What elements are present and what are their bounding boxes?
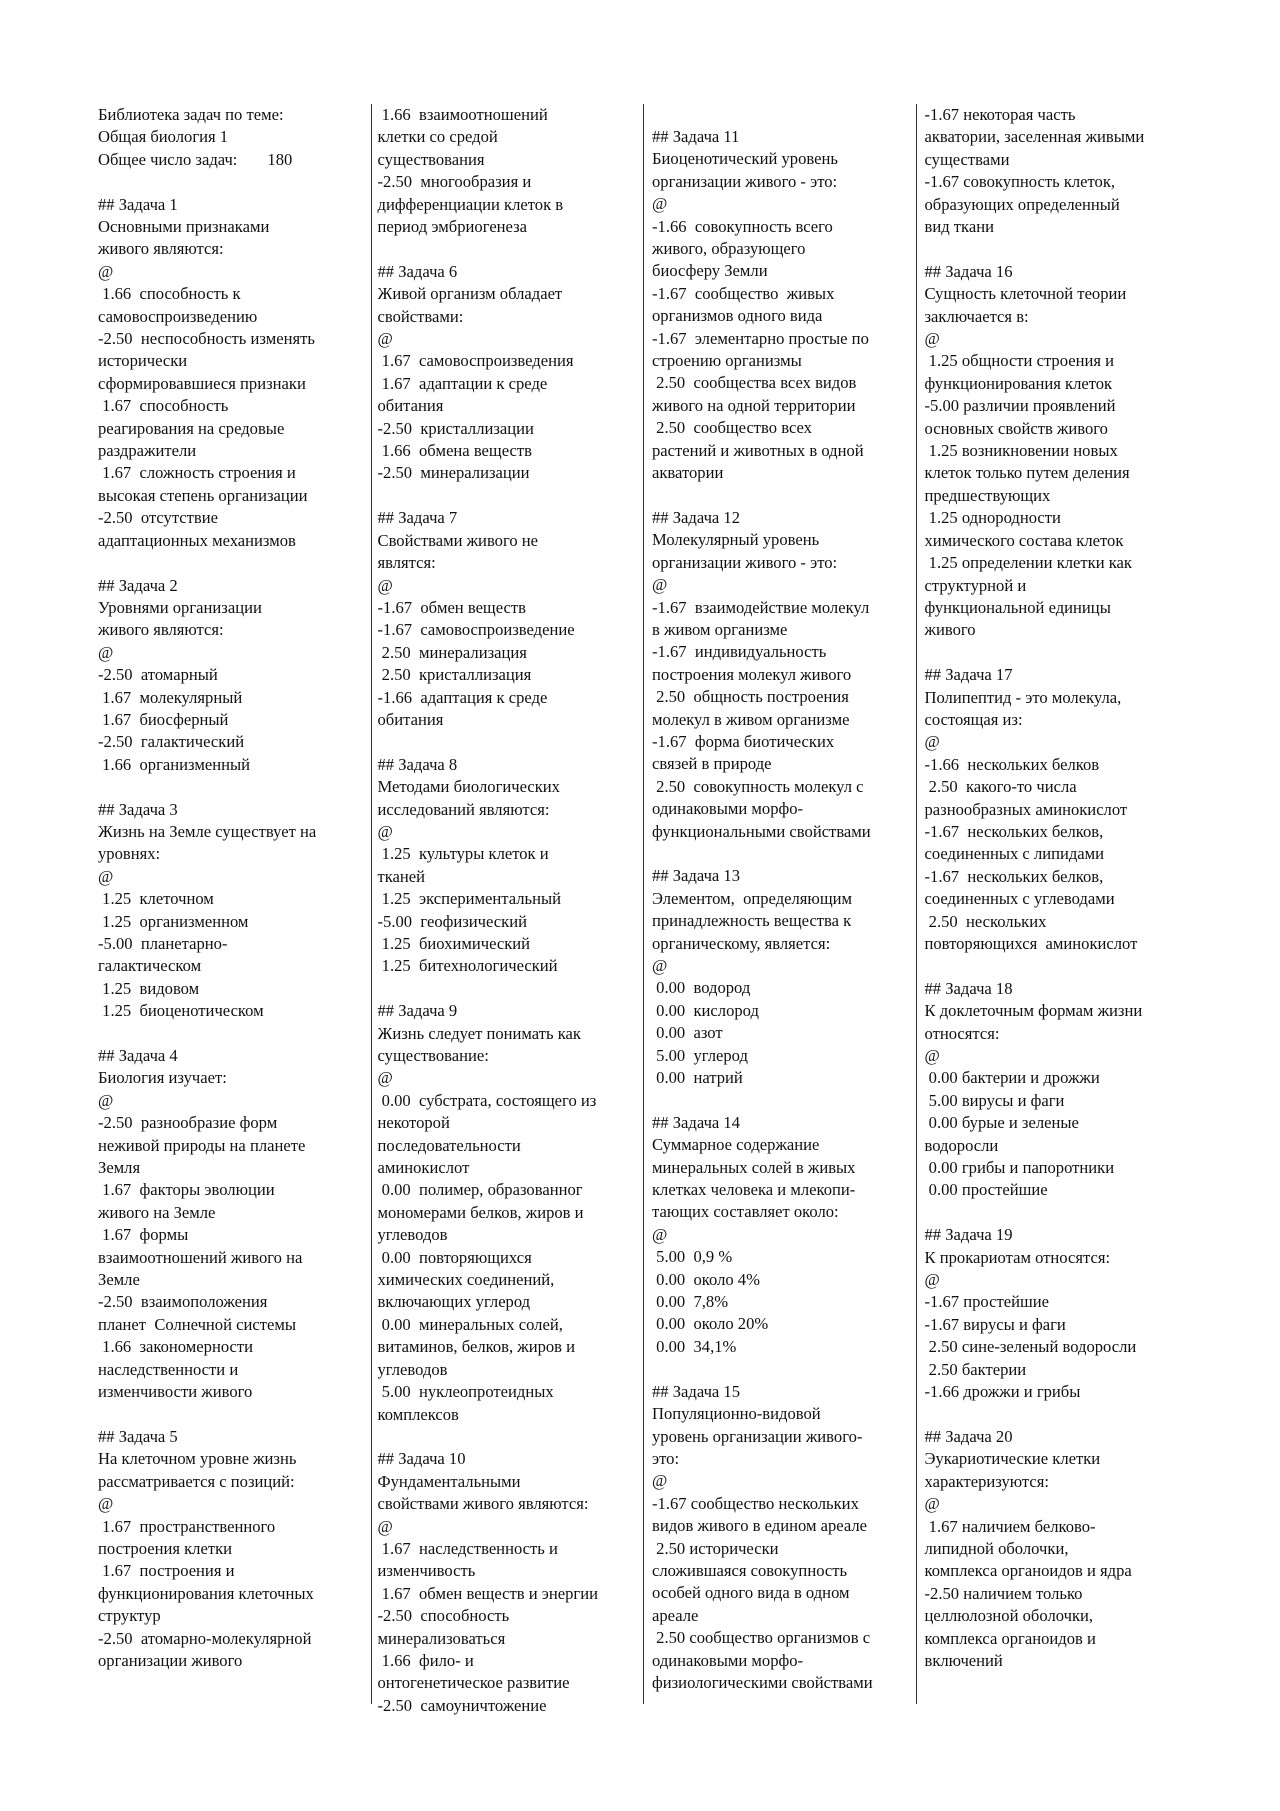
task-line: -1.67 некоторая часть bbox=[924, 105, 1076, 124]
task-line: 1.67 факторы эволюции bbox=[98, 1180, 275, 1200]
task-line: онтогенетическое развитие bbox=[377, 1673, 570, 1693]
task-line: -1.67 сообщество нескольких bbox=[652, 1493, 859, 1513]
task-heading: ## Задача 19 bbox=[924, 1225, 1013, 1245]
task-line: период эмбриогенеза bbox=[377, 217, 528, 237]
task-line: -1.67 нескольких белков, bbox=[924, 866, 1104, 886]
task-line: функциональной единицы bbox=[924, 597, 1111, 617]
task-heading: ## Задача 4 bbox=[98, 1046, 178, 1065]
task-line: Биоценотический уровень bbox=[652, 149, 838, 169]
task-line: аминокислот bbox=[377, 1158, 470, 1178]
task-line: @ bbox=[98, 1090, 114, 1110]
column-4 bbox=[916, 104, 1189, 1704]
task-line: уровень организации живого- bbox=[652, 1426, 863, 1446]
blank-line bbox=[98, 776, 363, 798]
task-line: раздражители bbox=[98, 441, 197, 461]
task-line: характеризуются: bbox=[924, 1471, 1049, 1491]
task-line: особей одного вида в одном bbox=[652, 1583, 850, 1603]
task-line: 1.67 обмен веществ и энергии bbox=[377, 1583, 598, 1603]
task-line: основных свойств живого bbox=[924, 418, 1108, 438]
task-line: живого bbox=[924, 620, 976, 640]
task-line: 2.50 сине-зеленый водоросли bbox=[924, 1337, 1137, 1357]
task-line: 1.67 формы bbox=[98, 1225, 189, 1245]
task-line: соединенных с углеводами bbox=[924, 889, 1115, 909]
task-line: 1.25 биохимический bbox=[377, 933, 531, 953]
task-line: исследований являются: bbox=[377, 799, 550, 819]
task-line: одинаковыми морфо- bbox=[652, 1650, 804, 1670]
task-line: Биология изучает: bbox=[98, 1068, 227, 1088]
task-line: химических соединений, bbox=[377, 1270, 555, 1290]
task-line: Молекулярный уровень bbox=[652, 530, 820, 550]
task-line: функционирования клеток bbox=[924, 373, 1113, 393]
task-line: 1.25 экспериментальный bbox=[377, 889, 562, 909]
task-line: 0.00 34,1% bbox=[652, 1336, 737, 1356]
task-line: 0.00 субстрата, состоящего из bbox=[377, 1090, 597, 1110]
task-heading: ## Задача 2 bbox=[98, 575, 178, 595]
task-line: 0.00 бурые и зеленые bbox=[924, 1113, 1079, 1133]
task-line: неживой природы на планете bbox=[98, 1135, 306, 1155]
task-line: @ bbox=[924, 732, 940, 752]
task-line: организации живого - это: bbox=[652, 171, 838, 191]
task-line: -5.00 планетарно- bbox=[98, 933, 228, 953]
task-line: живого являются: bbox=[98, 620, 224, 640]
task-line: 1.67 биосферный bbox=[98, 709, 229, 729]
task-line: Методами биологических bbox=[377, 777, 560, 797]
task-line: Популяционно-видовой bbox=[652, 1404, 821, 1424]
blank-line bbox=[378, 978, 634, 1000]
task-heading: ## Задача 8 bbox=[377, 754, 458, 774]
task-line: 2.50 кристаллизация bbox=[377, 665, 532, 685]
task-line: -1.66 совокупность всего bbox=[652, 216, 833, 236]
task-line: Эукариотические клетки bbox=[924, 1449, 1101, 1469]
task-line: структурной и bbox=[924, 575, 1027, 595]
task-heading: ## Задача 20 bbox=[924, 1426, 1013, 1446]
task-line: клеток только путем деления bbox=[924, 463, 1130, 483]
task-line: 0.00 около 20% bbox=[652, 1314, 769, 1334]
task-line: -2.50 разнообразие форм bbox=[98, 1113, 278, 1133]
task-line: 2.50 общность построения bbox=[652, 687, 849, 707]
task-line: свойствами: bbox=[377, 306, 464, 326]
task-line: 1.25 клеточном bbox=[98, 889, 214, 909]
task-line: 0.00 бактерии и дрожжи bbox=[924, 1068, 1100, 1088]
task-line: -1.67 совокупность клеток, bbox=[924, 172, 1116, 192]
library-label: Библиотека задач по теме: bbox=[98, 105, 284, 124]
task-line: 1.66 взаимоотношений bbox=[377, 105, 548, 124]
blank-line bbox=[652, 485, 908, 507]
task-line: 2.50 исторически bbox=[652, 1538, 779, 1558]
task-line: минерализоваться bbox=[377, 1628, 506, 1648]
task-line: -2.50 самоуничтожение bbox=[377, 1695, 547, 1715]
task-line: обитания bbox=[377, 396, 444, 416]
task-line: -1.67 форма биотических bbox=[652, 731, 835, 751]
topic-title: Общая биология 1 bbox=[98, 127, 229, 147]
task-line: сложившаяся совокупность bbox=[652, 1560, 848, 1580]
column-3-body bbox=[652, 126, 908, 1694]
task-heading: ## Задача 14 bbox=[652, 1112, 741, 1132]
task-line: Фундаментальными bbox=[377, 1471, 521, 1491]
task-line: Земле bbox=[98, 1270, 140, 1290]
task-line: принадлежность вещества к bbox=[652, 911, 852, 931]
task-line: 1.25 битехнологический bbox=[377, 956, 558, 976]
task-line: -5.00 различии проявлений bbox=[924, 396, 1116, 416]
task-line: 0.00 минеральных солей, bbox=[377, 1314, 563, 1334]
column-3 bbox=[643, 104, 916, 1704]
task-line: 1.25 видовом bbox=[98, 978, 200, 998]
blank-line bbox=[378, 1426, 634, 1448]
task-line: строению организмы bbox=[652, 351, 802, 371]
blank-line bbox=[378, 238, 634, 260]
task-line: разнообразных аминокислот bbox=[924, 799, 1128, 819]
task-line: существование: bbox=[377, 1046, 489, 1065]
task-line: комплекса органоидов и bbox=[924, 1628, 1096, 1648]
task-line: Суммарное содержание bbox=[652, 1135, 820, 1155]
task-line: одинаковыми морфо- bbox=[652, 799, 804, 819]
blank-line bbox=[925, 238, 1183, 260]
task-line: 1.25 общности строения и bbox=[924, 351, 1114, 371]
task-line: адаптационных механизмов bbox=[98, 530, 296, 550]
task-heading: ## Задача 9 bbox=[377, 1001, 458, 1021]
task-line: @ bbox=[924, 1270, 940, 1290]
task-line: планет Солнечной системы bbox=[98, 1314, 297, 1334]
task-line: органическому, является: bbox=[652, 933, 831, 953]
task-line: самовоспроизведению bbox=[98, 306, 258, 326]
task-line: тканей bbox=[377, 866, 426, 886]
task-line: -2.50 способность bbox=[377, 1606, 510, 1626]
task-line: наследственности и bbox=[98, 1359, 239, 1379]
column-1-body bbox=[98, 194, 363, 1673]
task-line: рассматривается с позиций: bbox=[98, 1471, 295, 1491]
task-line: -2.50 неспособность изменять bbox=[98, 329, 315, 349]
task-line: являтся: bbox=[377, 553, 436, 573]
task-line: в живом организме bbox=[652, 619, 788, 639]
task-heading: ## Задача 7 bbox=[377, 508, 458, 528]
task-heading: ## Задача 12 bbox=[652, 507, 741, 527]
task-line: -1.67 элементарно простые по bbox=[652, 328, 869, 348]
task-line: галактическом bbox=[98, 956, 202, 976]
task-line: вид ткани bbox=[924, 217, 994, 237]
task-line: липидной оболочки, bbox=[924, 1538, 1069, 1558]
task-line: @ bbox=[377, 821, 393, 841]
task-line: -1.66 дрожжи и грибы bbox=[924, 1382, 1081, 1402]
task-line: На клеточном уровне жизнь bbox=[98, 1449, 297, 1469]
task-heading: ## Задача 15 bbox=[652, 1381, 741, 1401]
task-line: растений и животных в одной bbox=[652, 440, 864, 460]
task-line: @ bbox=[924, 1046, 940, 1066]
task-line: организации живого bbox=[98, 1650, 243, 1670]
task-line: витаминов, белков, жиров и bbox=[377, 1337, 576, 1357]
task-line: живого на одной территории bbox=[652, 395, 856, 415]
task-line: повторяющихся аминокислот bbox=[924, 934, 1138, 953]
blank-line bbox=[652, 1358, 908, 1380]
task-line: видов живого в едином ареале bbox=[652, 1516, 867, 1536]
task-heading: ## Задача 17 bbox=[924, 665, 1013, 685]
task-line: 5.00 0,9 % bbox=[652, 1247, 733, 1267]
task-line: Живой организм обладает bbox=[377, 284, 563, 304]
blank-line bbox=[925, 1404, 1183, 1426]
task-line: организмов одного вида bbox=[652, 306, 823, 326]
task-line: @ bbox=[98, 642, 114, 662]
task-line: живого являются: bbox=[98, 239, 224, 259]
task-line: -2.50 взаимоположения bbox=[98, 1292, 268, 1312]
task-line: -2.50 наличием только bbox=[924, 1583, 1083, 1603]
task-line: образующих определенный bbox=[924, 194, 1120, 214]
column-4-body bbox=[925, 104, 1183, 1672]
task-line: 1.25 однородности bbox=[924, 508, 1061, 528]
task-line: 2.50 минерализация bbox=[377, 642, 527, 662]
task-line: Жизнь на Земле существует на bbox=[98, 821, 317, 841]
task-line: Уровнями организации bbox=[98, 597, 262, 617]
task-line: @ bbox=[98, 866, 114, 886]
task-line: связей в природе bbox=[652, 754, 772, 774]
task-line: 2.50 сообщества всех видов bbox=[652, 373, 857, 393]
task-line: комплексов bbox=[377, 1404, 459, 1424]
task-line: @ bbox=[377, 1068, 393, 1088]
task-line: -1.67 взаимодействие молекул bbox=[652, 597, 870, 617]
task-line: К доклеточным формам жизни bbox=[924, 1001, 1143, 1021]
task-heading: ## Задача 6 bbox=[377, 261, 458, 281]
task-line: 1.66 обмена веществ bbox=[377, 441, 532, 461]
task-line: 5.00 нуклеопротеидных bbox=[377, 1382, 554, 1402]
task-line: 2.50 совокупность молекул с bbox=[652, 776, 864, 796]
task-line: -1.67 сообщество живых bbox=[652, 283, 835, 303]
task-line: 0.00 повторяющихся bbox=[377, 1247, 532, 1267]
task-line: некоторой bbox=[377, 1113, 450, 1133]
column-2-body bbox=[378, 104, 634, 1717]
total-value: 180 bbox=[267, 149, 293, 169]
task-line: Элементом, определяющим bbox=[652, 888, 852, 908]
blank-line bbox=[98, 171, 363, 193]
task-line: изменчивость bbox=[377, 1561, 476, 1581]
blank-line bbox=[98, 552, 363, 574]
blank-line bbox=[378, 485, 634, 507]
task-line: физиологическими свойствами bbox=[652, 1672, 873, 1692]
task-line: функционирования клеточных bbox=[98, 1583, 314, 1603]
task-line: клетках человека и млекопи- bbox=[652, 1180, 856, 1200]
blank-line bbox=[652, 843, 908, 865]
task-line: углеводов bbox=[377, 1359, 448, 1379]
task-line: 1.67 пространственного bbox=[98, 1516, 276, 1536]
task-line: 2.50 бактерии bbox=[924, 1359, 1027, 1379]
task-line: 1.67 адаптации к среде bbox=[377, 373, 548, 393]
task-line: -1.67 обмен веществ bbox=[377, 597, 526, 617]
task-line: -1.67 индивидуальность bbox=[652, 642, 827, 662]
task-line: -1.67 нескольких белков, bbox=[924, 821, 1104, 841]
task-line: существами bbox=[924, 149, 1010, 169]
task-line: взаимоотношений живого на bbox=[98, 1247, 303, 1267]
task-line: включающих углерод bbox=[377, 1292, 531, 1312]
task-line: 1.66 способность к bbox=[98, 284, 241, 304]
task-line: уровнях: bbox=[98, 844, 161, 864]
blank-line bbox=[652, 1089, 908, 1111]
task-line: -2.50 минерализации bbox=[377, 463, 530, 483]
task-line: @ bbox=[652, 1471, 668, 1491]
task-line: 1.25 организменном bbox=[98, 911, 249, 931]
task-line: построения молекул живого bbox=[652, 664, 852, 684]
task-line: -2.50 многообразия и bbox=[377, 172, 532, 192]
task-line: 1.66 закономерности bbox=[98, 1337, 254, 1357]
task-line: К прокариотам относятся: bbox=[924, 1247, 1111, 1267]
task-line: 0.00 около 4% bbox=[652, 1269, 760, 1289]
task-line: реагирования на средовые bbox=[98, 418, 285, 438]
task-line: @ bbox=[924, 329, 940, 349]
task-line: Земля bbox=[98, 1158, 141, 1178]
blank-line bbox=[925, 642, 1183, 664]
task-line: 2.50 сообщество всех bbox=[652, 418, 812, 438]
task-line: -1.66 нескольких белков bbox=[924, 754, 1100, 774]
task-line: -1.67 самовоспроизведение bbox=[377, 620, 575, 640]
task-line: 0.00 азот bbox=[652, 1023, 723, 1043]
task-line: комплекса органоидов и ядра bbox=[924, 1561, 1132, 1581]
task-line: -1.66 адаптация к среде bbox=[377, 687, 548, 707]
task-line: 1.67 сложность строения и bbox=[98, 463, 296, 483]
task-line: изменчивости живого bbox=[98, 1382, 253, 1402]
task-line: относятся: bbox=[924, 1023, 1000, 1043]
task-line: живого на Земле bbox=[98, 1202, 216, 1222]
task-line: Жизнь следует понимать как bbox=[377, 1023, 581, 1043]
task-line: 0.00 кислород bbox=[652, 1000, 759, 1020]
task-heading: ## Задача 13 bbox=[652, 866, 741, 886]
task-line: акватории bbox=[652, 463, 724, 483]
task-line: функциональными свойствами bbox=[652, 821, 871, 841]
task-line: @ bbox=[98, 261, 114, 281]
task-line: -2.50 кристаллизации bbox=[377, 418, 534, 438]
task-line: живого, образующего bbox=[652, 239, 806, 259]
task-heading: ## Задача 16 bbox=[924, 261, 1013, 281]
task-line: обитания bbox=[377, 709, 444, 729]
column-2 bbox=[371, 104, 644, 1715]
task-line: 0.00 простейшие bbox=[924, 1180, 1048, 1200]
task-line: -2.50 отсутствие bbox=[98, 508, 218, 528]
task-line: 1.25 определении клетки как bbox=[924, 553, 1132, 573]
task-line: 0.00 водород bbox=[652, 978, 751, 998]
task-line: 1.67 молекулярный bbox=[98, 687, 243, 707]
task-line: водоросли bbox=[924, 1135, 999, 1155]
task-line: существования bbox=[377, 149, 485, 169]
task-line: высокая степень организации bbox=[98, 485, 308, 505]
blank-line bbox=[925, 955, 1183, 977]
blank-line bbox=[378, 731, 634, 753]
task-line: предшествующих bbox=[924, 485, 1051, 505]
task-line: Сущность клеточной теории bbox=[924, 284, 1127, 304]
task-line: @ bbox=[924, 1494, 940, 1514]
task-line: 1.25 биоценотическом bbox=[98, 1001, 264, 1021]
total-label: Общее число задач: bbox=[98, 149, 238, 169]
task-line: последовательности bbox=[377, 1135, 521, 1155]
task-line: 5.00 вирусы и фаги bbox=[924, 1090, 1065, 1110]
task-line: @ bbox=[377, 1516, 393, 1536]
task-line: @ bbox=[98, 1494, 114, 1514]
task-heading: ## Задача 1 bbox=[98, 194, 178, 214]
task-line: тающих составляет около: bbox=[652, 1202, 839, 1222]
task-line: 0.00 грибы и папоротники bbox=[924, 1158, 1115, 1178]
task-line: 2.50 нескольких bbox=[924, 911, 1047, 931]
task-line: сформировавшиеся признаки bbox=[98, 373, 306, 393]
task-line: химического состава клеток bbox=[924, 530, 1124, 550]
task-line: акватории, заселенная живыми bbox=[924, 127, 1145, 147]
task-line: 1.66 организменный bbox=[98, 754, 250, 774]
task-line: 1.25 культуры клеток и bbox=[377, 844, 549, 864]
task-line: @ bbox=[652, 956, 668, 975]
task-line: -2.50 атомарно-молекулярной bbox=[98, 1628, 312, 1648]
task-line: @ bbox=[652, 1224, 668, 1244]
task-line: 1.67 наличием белково- bbox=[924, 1516, 1096, 1536]
task-line: @ bbox=[652, 575, 668, 595]
task-line: минеральных солей в живых bbox=[652, 1157, 856, 1177]
task-line: исторически bbox=[98, 351, 188, 371]
task-line: 1.66 фило- и bbox=[377, 1650, 474, 1670]
task-line: Полипептид - это молекула, bbox=[924, 687, 1122, 707]
task-line: построения клетки bbox=[98, 1538, 233, 1558]
task-line: 2.50 какого-то числа bbox=[924, 777, 1077, 797]
blank-line bbox=[98, 1404, 363, 1426]
task-line: -5.00 геофизический bbox=[377, 911, 527, 931]
task-line: 1.67 самовоспроизведения bbox=[377, 351, 574, 371]
task-line: 5.00 углерод bbox=[652, 1045, 748, 1065]
task-line: 1.25 возникновении новых bbox=[924, 441, 1118, 461]
task-line: @ bbox=[377, 329, 393, 349]
task-line: 0.00 полимер, образованног bbox=[377, 1180, 583, 1200]
blank-line bbox=[98, 1023, 363, 1045]
total-row bbox=[98, 149, 363, 171]
task-line: клетки со средой bbox=[377, 127, 498, 147]
task-line: 0.00 натрий bbox=[652, 1068, 743, 1088]
task-line: @ bbox=[377, 575, 393, 595]
task-line: -1.67 вирусы и фаги bbox=[924, 1314, 1066, 1334]
task-line: углеводов bbox=[377, 1225, 448, 1245]
task-line: ареале bbox=[652, 1605, 699, 1625]
task-line: 1.67 способность bbox=[98, 396, 229, 416]
task-line: это: bbox=[652, 1448, 680, 1468]
task-line: молекул в живом организме bbox=[652, 709, 850, 729]
document-page bbox=[98, 104, 1188, 1715]
task-line: соединенных с липидами bbox=[924, 844, 1105, 864]
task-line: свойствами живого являются: bbox=[377, 1494, 589, 1514]
task-line: Свойствами живого не bbox=[377, 530, 539, 550]
task-line: -1.67 простейшие bbox=[924, 1292, 1049, 1312]
column-1 bbox=[98, 104, 371, 1704]
task-line: состоящая из: bbox=[924, 709, 1023, 729]
task-line: включений bbox=[924, 1650, 1003, 1670]
task-line: -2.50 галактический bbox=[98, 732, 245, 752]
task-line: 0.00 7,8% bbox=[652, 1292, 729, 1312]
task-line: мономерами белков, жиров и bbox=[377, 1202, 584, 1222]
task-line: заключается в: bbox=[924, 306, 1029, 326]
task-line: целлюлозной оболочки, bbox=[924, 1606, 1094, 1626]
blank-line bbox=[925, 1202, 1183, 1224]
task-heading: ## Задача 10 bbox=[377, 1449, 466, 1469]
task-line: 1.67 построения и bbox=[98, 1561, 235, 1581]
task-line: биосферу Земли bbox=[652, 261, 768, 281]
task-heading: ## Задача 3 bbox=[98, 799, 178, 819]
task-line: структур bbox=[98, 1606, 161, 1626]
task-line: 1.67 наследственность и bbox=[377, 1538, 558, 1558]
task-line: 2.50 сообщество организмов с bbox=[652, 1628, 871, 1648]
task-line: Основными признаками bbox=[98, 217, 270, 237]
task-line: @ bbox=[652, 194, 668, 214]
task-line: организации живого - это: bbox=[652, 552, 838, 572]
task-line: -2.50 атомарный bbox=[98, 665, 218, 685]
task-line: дифференциации клеток в bbox=[377, 194, 564, 214]
task-heading: ## Задача 5 bbox=[98, 1426, 178, 1446]
task-heading: ## Задача 11 bbox=[652, 127, 740, 146]
task-heading: ## Задача 18 bbox=[924, 978, 1013, 998]
